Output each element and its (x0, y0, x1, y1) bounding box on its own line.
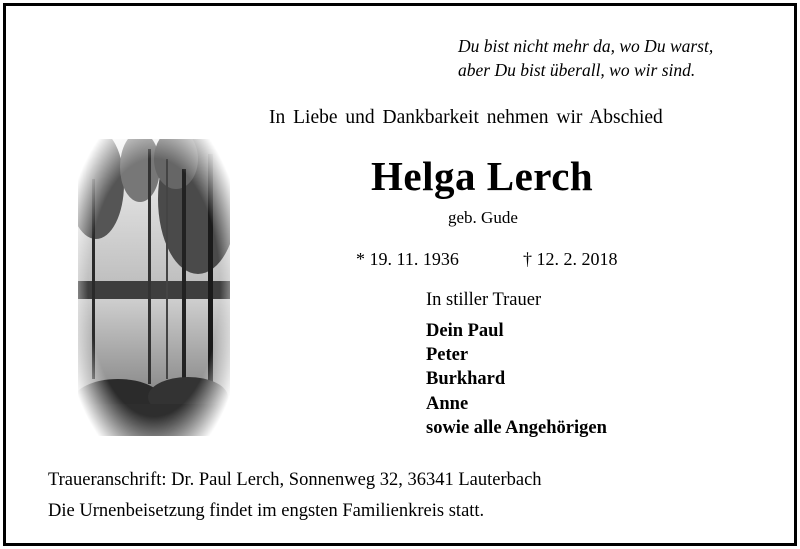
farewell-intro: In Liebe und Dankbarkeit nehmen wir Abschied (269, 107, 663, 128)
mourner-name: Anne (426, 393, 469, 414)
obituary-notice (3, 3, 797, 546)
quote-line-1: Du bist nicht mehr da, wo Du warst, (458, 36, 714, 56)
mourner-name: Dein Paul (426, 321, 504, 341)
mourning-heading: In stiller Trauer (426, 290, 542, 310)
mourner-name: Peter (426, 345, 469, 366)
burial-note: Die Urnenbeisetzung findet im engsten Familienkreis statt. (48, 501, 485, 521)
quote (458, 34, 713, 82)
birth-date: * 19. 11. 1936 (356, 249, 459, 269)
mourning-address: Traueranschrift: Dr. Paul Lerch, Sonnenweg 32, 36341 Lauterbach (48, 470, 542, 490)
quote-line-2: aber Du bist überall, wo wir sind. (458, 60, 696, 80)
mourner-name: sowie alle Angehörigen (426, 417, 607, 438)
deceased-name: Helga Lerch (371, 153, 594, 199)
mourner-name: Burkhard (426, 369, 506, 390)
lake-trees-photo (78, 139, 230, 436)
maiden-name: geb. Gude (448, 208, 518, 227)
death-date: † 12. 2. 2018 (523, 249, 618, 269)
mourners-list (426, 319, 607, 440)
